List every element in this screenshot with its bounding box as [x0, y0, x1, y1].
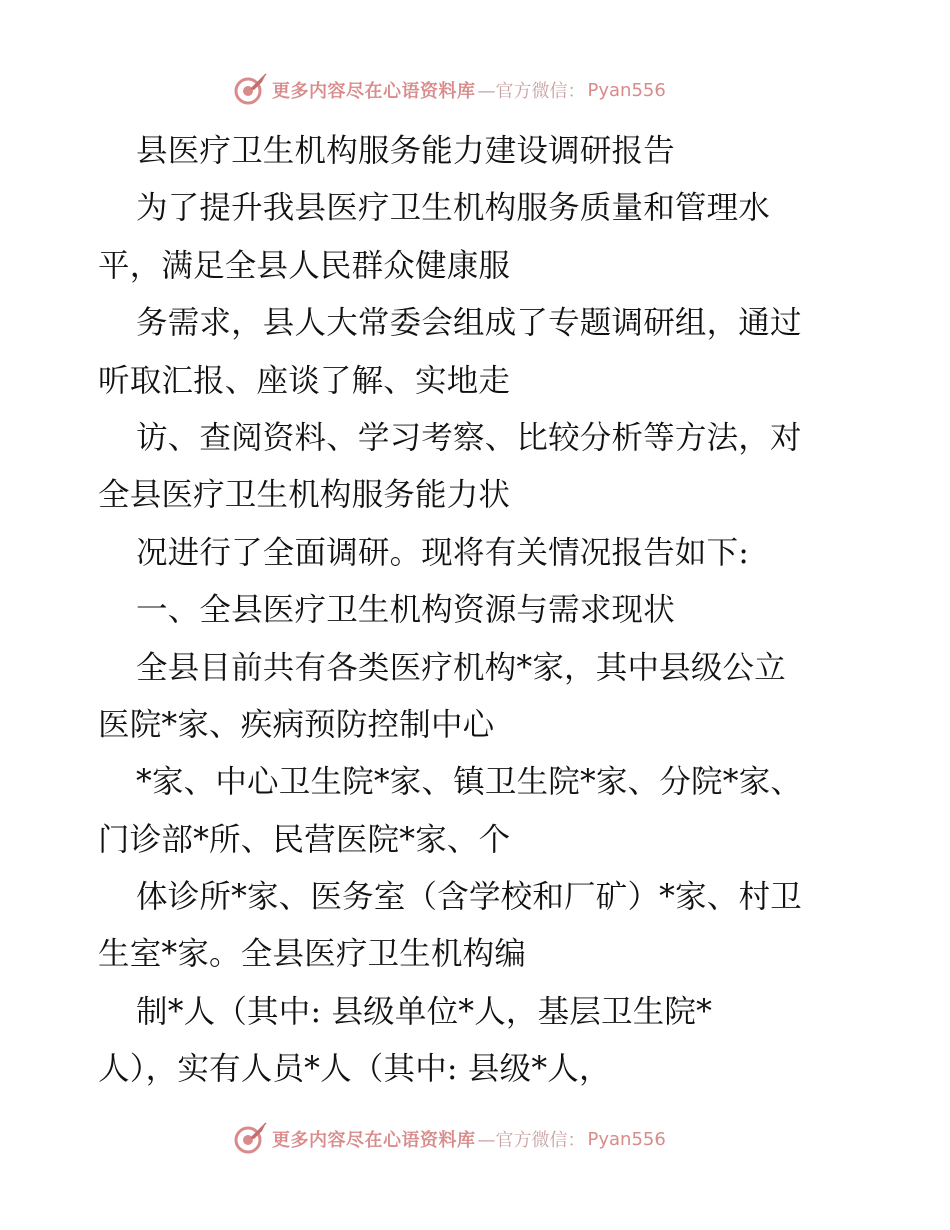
text-line: 况进行了全面调研。现将有关情况报告如下:	[136, 534, 750, 571]
document-title: 县医疗卫生机构服务能力建设调研报告	[136, 133, 675, 169]
document-body	[98, 123, 858, 1099]
text-line: 生室*家。全县医疗卫生机构编	[98, 936, 527, 973]
text-line: 听取汇报、座谈了解、实地走	[98, 362, 511, 399]
watermark-id-text: Pyan556	[587, 1128, 666, 1150]
text-line: 全县目前共有各类医疗机构*家，其中县级公立	[136, 649, 786, 686]
watermark-sub-text: —官方微信：	[477, 1130, 586, 1151]
text-line: 医院*家、疾病预防控制中心	[98, 706, 495, 743]
quill-logo-icon	[232, 72, 268, 108]
text-line: 全县医疗卫生机构服务能力状	[98, 477, 511, 514]
text-line: *家、中心卫生院*家、镇卫生院*家、分院*家、	[136, 764, 803, 801]
watermark-sub-text: —官方微信：	[477, 81, 586, 102]
watermark-id-text: Pyan556	[587, 79, 666, 101]
text-line: 人），实有人员*人（其中: 县级*人，	[98, 1051, 611, 1088]
text-line: 制*人（其中: 县级单位*人，基层卫生院*	[136, 993, 713, 1030]
section-heading: 一、全县医疗卫生机构资源与需求现状	[136, 592, 675, 629]
quill-logo-icon	[232, 1121, 268, 1157]
text-line: 门诊部*所、民营医院*家、个	[98, 821, 511, 858]
watermark-main-text: 更多内容尽在心语资料库	[272, 81, 476, 102]
text-line: 平，满足全县人民群众健康服	[98, 247, 511, 284]
text-line: 务需求，县人大常委会组成了专题调研组，通过	[136, 305, 802, 342]
watermark-footer	[232, 1121, 752, 1157]
text-line: 访、查阅资料、学习考察、比较分析等方法，对	[136, 419, 802, 456]
text-line: 体诊所*家、医务室（含学校和厂矿）*家、村卫	[136, 879, 802, 916]
watermark-header	[232, 72, 752, 108]
text-line: 为了提升我县医疗卫生机构服务质量和管理水	[136, 190, 771, 227]
watermark-main-text: 更多内容尽在心语资料库	[272, 1130, 476, 1151]
